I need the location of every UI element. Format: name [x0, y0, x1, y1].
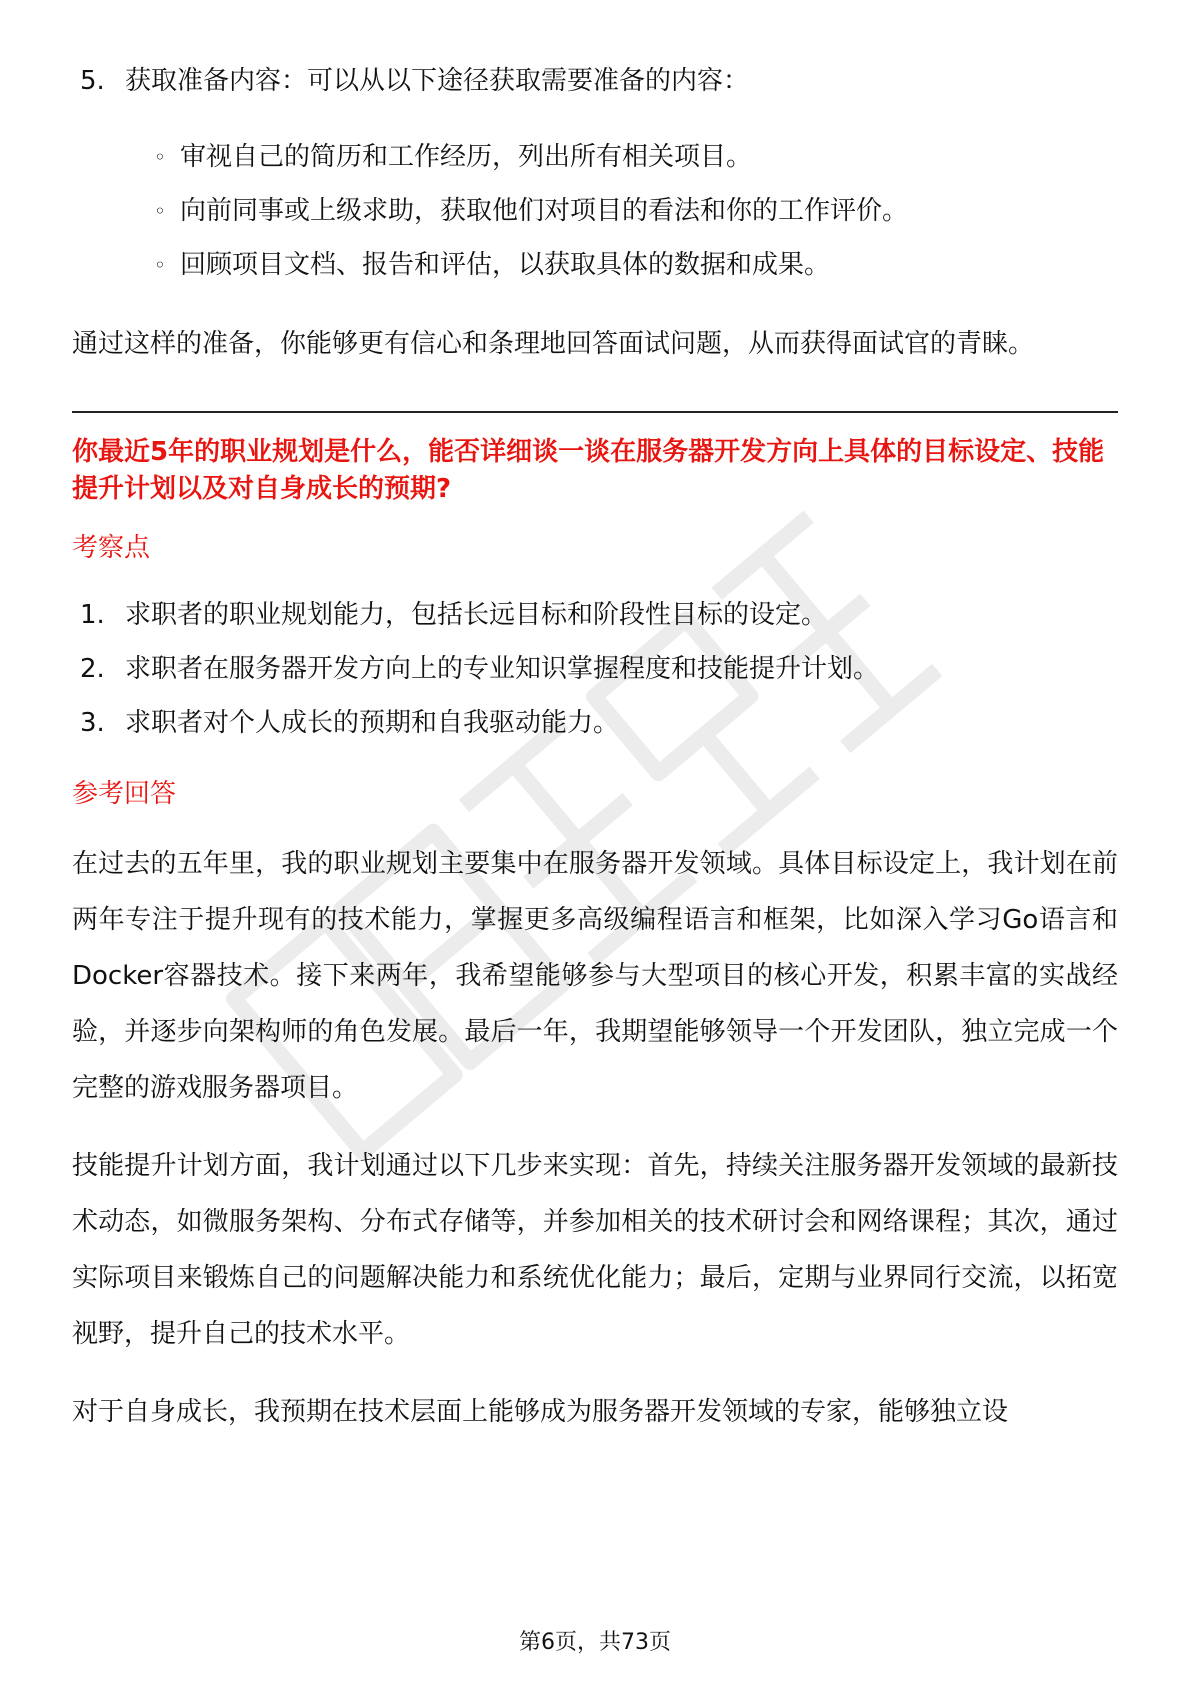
bullet-icon: ◦ — [154, 199, 166, 223]
answer-paragraph: 技能提升计划方面，我计划通过以下几步来实现：首先，持续关注服务器开发领域的最新技术动态，如微服务架构、分布式存储等，并参加相关的技术研讨会和网络课程；其次，通过实际项目来锻炼自己的问题解决能力和系统优化能力；最后，定期与业界同行交流，以拓宽视野，提升自己的技术水平。 — [72, 1151, 1118, 1349]
bullet-icon: ◦ — [154, 145, 166, 169]
assessment-item — [80, 696, 1126, 750]
bullet-icon: ◦ — [154, 253, 166, 277]
item-text: 求职者的职业规划能力，包括长远目标和阶段性目标的设定。 — [125, 600, 828, 630]
page-content — [72, 52, 1118, 1440]
item-number: 1. — [80, 600, 105, 630]
answer-paragraph: 对于自身成长，我预期在技术层面上能够成为服务器开发领域的专家，能够独立设 — [72, 1397, 1009, 1427]
answer-paragraph: 在过去的五年里，我的职业规划主要集中在服务器开发领域。具体目标设定上，我计划在前两年专注于提升现有的技术能力，掌握更多高级编程语言和框架，比如深入学习Go语言和Docker容器技术。接下来两年，我希望能够参与大型项目的核心开发，积累丰富的实战经验，并逐步向架构师的角色发展。最后一年，我期望能够领导一个开发团队，独立完成一个完整的游戏服务器项目。 — [72, 849, 1118, 1103]
numbered-item-5 — [80, 52, 1126, 110]
assessment-heading: 考察点 — [72, 533, 151, 563]
bullet-item — [72, 236, 1118, 294]
item-number: 2. — [80, 654, 105, 684]
assessment-item — [80, 588, 1126, 642]
bullet-text: 回顾项目文档、报告和评估，以获取具体的数据和成果。 — [180, 250, 831, 280]
interview-question: 你最近5年的职业规划是什么，能否详细谈一谈在服务器开发方向上具体的目标设定、技能提升计划以及对自身成长的预期? — [72, 437, 1105, 504]
bullet-item — [72, 128, 1118, 186]
conclusion-paragraph: 通过这样的准备，你能够更有信心和条理地回答面试问题，从而获得面试官的青睐。 — [72, 329, 1035, 359]
item-number: 3. — [80, 708, 105, 738]
bullet-list — [72, 128, 1118, 294]
section-divider — [72, 411, 1118, 413]
bullet-item — [72, 182, 1118, 240]
assessment-item — [80, 642, 1126, 696]
bullet-text: 向前同事或上级求助，获取他们对项目的看法和你的工作评价。 — [180, 196, 909, 226]
item-text: 求职者在服务器开发方向上的专业知识掌握程度和技能提升计划。 — [125, 654, 880, 684]
item-text: 获取准备内容：可以从以下途径获取需要准备的内容： — [125, 66, 750, 96]
item-text: 求职者对个人成长的预期和自我驱动能力。 — [125, 708, 620, 738]
page-footer: 第6页，共73页 — [519, 1630, 671, 1655]
answer-heading: 参考回答 — [72, 779, 177, 809]
item-number: 5. — [80, 66, 105, 96]
assessment-list — [72, 588, 1118, 750]
bullet-text: 审视自己的简历和工作经历，列出所有相关项目。 — [180, 142, 753, 172]
